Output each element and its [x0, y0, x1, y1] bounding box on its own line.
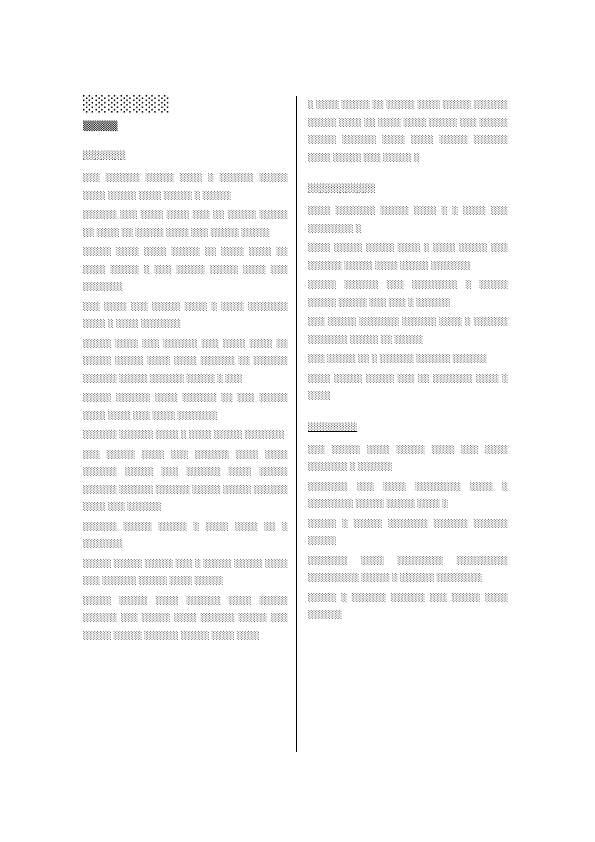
paragraph: ░░░░░░ ░░░ ░░░░ ░░░░ ░░░ ░░ ░░░░░ ░░░░░ ░░ ░░░░ ░░ ░░░░░ ░░░░ ░░░ ░░░░░ ░░░░░: [83, 210, 288, 237]
paragraph: ░░░ ░░░░░ ░░░░ ░░░░░ ░░░░ ░░░ ░░░░ ░░░░░░░ ░ ░░░░░░: [308, 444, 508, 471]
right-column: [308, 96, 508, 626]
paragraph: ░░░ ░░░░░ ░░░░ ░░░ ░░░░░░ ░░░░ ░░░░ ░░░░░░ ░░░░░ ░░░ ░░░░░░ ░░░░ ░░░░░ ░░░░░░ ░░░░░░ ░░░░░░ ░░░░░ ░░░░░ ░░░░░░ ░░░░ ░░░ ░░░░░░: [83, 449, 288, 511]
paragraph: ░░░ ░░░░░░ ░░░░░ ░░░░ ░ ░░░░░░ ░░░░░ ░░░░ ░░░░░ ░░░░ ░░░░░ ░ ░░░░░: [83, 173, 288, 200]
section-title: ░░░░░░░: [83, 151, 127, 160]
paragraph: ░░░░░░ ░░░░░ ░░░░░ ░ ░░░░ ░░░░ ░░ ░ ░░░░░░░: [83, 521, 288, 548]
paragraph: ░░░░░ ░░░░░░ ░░░ ░░░░░░░░ ░ ░░░░░ ░░░░░ ░░░░░ ░░░ ░░░ ░ ░░░░░░: [308, 280, 508, 307]
paragraph: ░░░░ ░░░░░ ░░░░░ ░░░ ░░ ░░░░░░░ ░░░░ ░ ░░░░: [308, 373, 508, 400]
masthead-title: ░░░░░░░: [83, 95, 171, 113]
paragraph: ░░░ ░░░░░ ░░░░░░░ ░░░░░░ ░░░░ ░ ░░░░░░ ░░░░░░░ ░░░░░ ░░ ░░░░░: [308, 317, 508, 344]
paragraph: ░░░░░ ░░░░░ ░░░░ ░░░░░░ ░░░░ ░░░░░ ░░░░░░ ░░░ ░░░░░ ░░░░ ░░░░░░ ░░░░░ ░░░ ░░░░░ ░░░░░ ░░░░░░ ░░░░░ ░░░░ ░░░░: [83, 595, 288, 640]
paragraph: ░░░░░ ░ ░░░░░ ░░░░░░░ ░░░░░░ ░░░░░░ ░░░░░: [308, 518, 508, 545]
paragraph: ░░░░░ ░░░░ ░░░░ ░░░░░ ░░ ░░░░ ░░░░ ░░ ░░░░ ░░░░░ ░ ░░░ ░░░░░ ░░░░░ ░░░░ ░░░ ░░░░░░░: [83, 247, 288, 291]
paragraph: ░░░░░ ░░░░░░ ░░░░ ░░░░░░ ░░ ░░░ ░░░░░ ░░░░ ░░░░ ░░░ ░░░░ ░░░░░░░: [83, 393, 288, 420]
section-title: ░░░░░░░░░░░: [308, 184, 376, 193]
column-divider: [296, 96, 297, 752]
masthead-subtitle: ▒▒▒▒▒: [83, 122, 118, 132]
paragraph: ░░░░░░░ ░░░░ ░░░░░░░░ ░░░░░░░░░ ░░░░░░░░░ ░░░░░ ░ ░░░░░░ ░░░░░░░░: [308, 555, 508, 582]
left-column: [83, 96, 288, 646]
paragraph: ░░░░░░░ ░░░ ░░░░ ░░░░░░░░ ░░░░ ░ ░░░░░░░░ ░░░░░ ░░░░░ ░░░░ ░: [308, 481, 508, 508]
section-title: ░░░░░░░░: [308, 422, 358, 432]
paragraph: ░░░░░ ░░░░░ ░░░░░ ░░░ ░ ░░░░░ ░░░░░ ░░░░ ░░░ ░░░░░░ ░░░░░ ░░░░ ░░░░░: [83, 558, 288, 585]
paragraph: ░░░░ ░░░░░░░ ░░░░░ ░░░░ ░ ░ ░░░░ ░░░ ░░░░░░░░ ░: [308, 206, 508, 233]
paragraph: ░░░ ░░░░ ░░░ ░░░░░ ░░░░ ░ ░░░░ ░░░░░░░ ░░░░ ░ ░░░░ ░░░░░░░: [83, 301, 288, 328]
paragraph: ░░░░░ ░ ░░░░░░ ░░░░░░ ░░░ ░░░░░ ░░░░ ░░░░░░: [308, 592, 508, 619]
paragraph: ░░░░ ░░░░░ ░░░░░ ░░░░ ░ ░░░░ ░░░░░ ░░░ ░░░░░░ ░░░░░ ░░░░ ░░░░░ ░░░░░░░: [308, 243, 508, 270]
paragraph: ░░░░░ ░░░░ ░░░ ░░░░░░ ░░░ ░░░░ ░░░░ ░░ ░░░░░ ░░░░░ ░░░░ ░░░░ ░░░░░░ ░░ ░░░░░░ ░░░░░░ ░░░░░ ░░░░░░ ░░░░░ ░ ░░░: [83, 338, 288, 383]
paragraph: ░░░░░░ ░░░░░░ ░░░░ ░ ░░░░ ░░░░░ ░░░░░░░: [83, 430, 285, 439]
continued-paragraph: ░ ░░░░ ░░░░░ ░░ ░░░░░ ░░░░ ░░░░░ ░░░░░░ ░░░░░ ░░░░ ░░ ░░░░ ░░░░ ░░░░░ ░░░ ░░░░░ ░░░░░ ░░░░░░ ░░░░ ░░░░ ░░░░░ ░░░░░░ ░░░░ ░░░░░ ░░░ ░░░░░ ░: [308, 100, 508, 162]
paragraph: ░░░ ░░░░░ ░░ ░ ░░░░░░ ░░░░░░ ░░░░░░: [308, 354, 487, 363]
